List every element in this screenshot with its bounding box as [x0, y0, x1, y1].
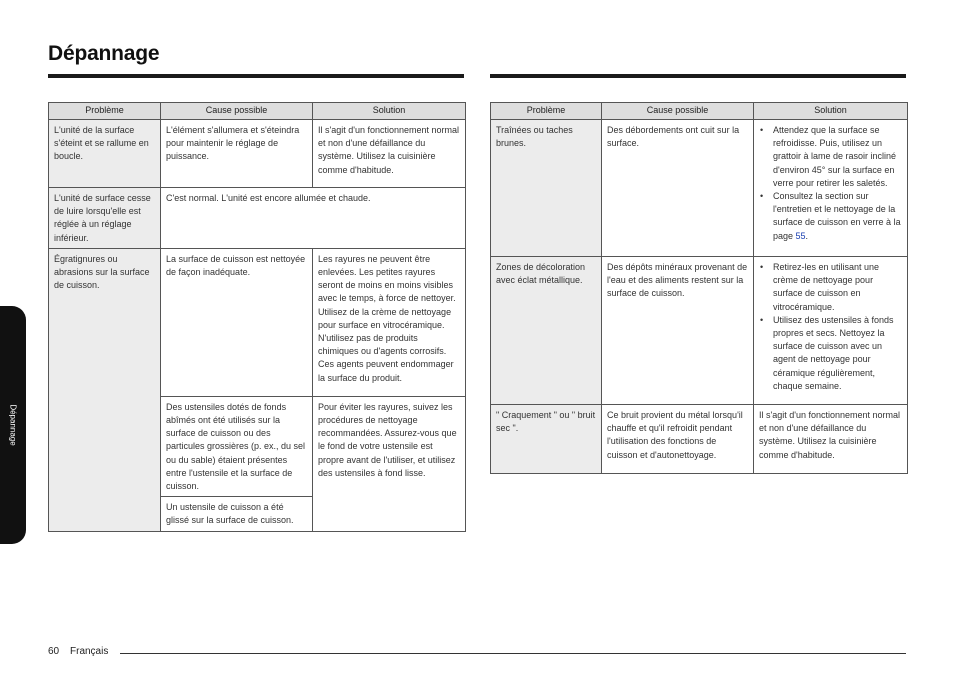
table-header-row — [49, 103, 466, 120]
table-row — [491, 120, 908, 257]
solution-bullet: • Utilisez des ustensiles à fonds propres et secs. Nettoyez la surface de cuisson avec un agent de nettoyage pour céramique régulièrement, chaque semaine. — [759, 314, 902, 393]
title-rule-left — [48, 74, 464, 78]
column-header-problem: Problème — [49, 103, 161, 120]
title-rule-right — [490, 74, 906, 78]
table-row — [49, 188, 466, 249]
table-header-row — [491, 103, 908, 120]
troubleshooting-table-right — [490, 102, 908, 474]
cause-cell: Ce bruit provient du métal lorsqu'il chauffe et qu'il refroidit pendant l'utilisation des fonctions de cuisson et d'autonettoyage. — [602, 405, 754, 474]
cause-cell: Des dépôts minéraux provenant de l'eau et des aliments restent sur la surface de cuisson. — [602, 257, 754, 405]
column-header-solution: Solution — [754, 103, 908, 120]
solution-cell: Il s'agit d'un fonctionnement normal et non d'une défaillance du système. Utilisez la cuisinière comme d'habitude. — [313, 120, 466, 188]
sentence-end: . — [805, 230, 809, 241]
solution-cell: Pour éviter les rayures, suivez les procédures de nettoyage recommandées. Assurez-vous que le fond de votre ustensile est propre avant de l'utiliser, et utilisez des ustensiles à fond lisse. — [313, 396, 466, 531]
solution-bullet — [759, 190, 902, 243]
footer-rule — [120, 653, 906, 654]
footer-language: Français — [70, 646, 109, 657]
solution-cell: Il s'agit d'un fonctionnement normal et non d'une défaillance du système. Utilisez la cuisinière comme d'habitude. — [754, 405, 908, 474]
problem-cell: Égratignures ou abrasions sur la surface de cuisson. — [49, 248, 161, 531]
cause-solution-cell: C'est normal. L'unité est encore allumée et chaude. — [161, 188, 466, 249]
page-reference-link[interactable]: 55 — [795, 230, 806, 241]
side-tab[interactable] — [0, 306, 26, 544]
column-header-problem: Problème — [491, 103, 602, 120]
cause-cell: L'élément s'allumera et s'éteindra pour maintenir le réglage de puissance. — [161, 120, 313, 188]
column-header-solution: Solution — [313, 103, 466, 120]
table-row — [491, 257, 908, 405]
solution-cell — [754, 257, 908, 405]
cause-cell: La surface de cuisson est nettoyée de façon inadéquate. — [161, 248, 313, 396]
table-row — [49, 120, 466, 188]
cause-cell: Un ustensile de cuisson a été glissé sur la surface de cuisson. — [161, 497, 313, 531]
solution-cell — [754, 120, 908, 257]
page-number: 60 — [48, 646, 60, 657]
column-header-cause: Cause possible — [161, 103, 313, 120]
solution-bullet: • Retirez-les en utilisant une crème de nettoyage pour surface de cuisson en vitrocéramique. — [759, 261, 902, 314]
table-row — [49, 248, 466, 396]
problem-cell: " Craquement " ou " bruit sec ". — [491, 405, 602, 474]
table-row — [491, 405, 908, 474]
problem-cell: L'unité de la surface s'éteint et se rallume en boucle. — [49, 120, 161, 188]
problem-cell: Traînées ou taches brunes. — [491, 120, 602, 257]
page-title: Dépannage — [48, 42, 160, 65]
problem-cell: L'unité de surface cesse de luire lorsqu'elle est réglée à un réglage inférieur. — [49, 188, 161, 249]
side-tab-label: Dépannage — [8, 404, 18, 446]
cause-cell: Des débordements ont cuit sur la surface. — [602, 120, 754, 257]
solution-cell: Les rayures ne peuvent être enlevées. Les petites rayures seront de moins en moins visibles avec le temps, à force de nettoyer. Utilisez de la crème de nettoyage pour surface en vitrocéramique. N'utilisez pas de produits chimiques ou d'agents corrosifs. Ces agents peuvent endommager la surface du produit. — [313, 248, 466, 396]
solution-bullet: • Attendez que la surface se refroidisse. Puis, utilisez un grattoir à lame de rasoir incliné d'environ 45° sur la surface en verre pour retirer les saletés. — [759, 124, 902, 190]
solution-bullet-text: Consultez la section sur l'entretien et le nettoyage de la surface de cuisson en verre à la page — [773, 191, 901, 241]
cause-cell: Des ustensiles dotés de fonds abîmés ont été utilisés sur la surface de cuisson ou des particules grossières (p. ex., du sel ou du sable) étaient présentes entre l'ustensile et la surface de cuisson. — [161, 396, 313, 496]
column-header-cause: Cause possible — [602, 103, 754, 120]
troubleshooting-table-left — [48, 102, 466, 532]
problem-cell: Zones de décoloration avec éclat métallique. — [491, 257, 602, 405]
